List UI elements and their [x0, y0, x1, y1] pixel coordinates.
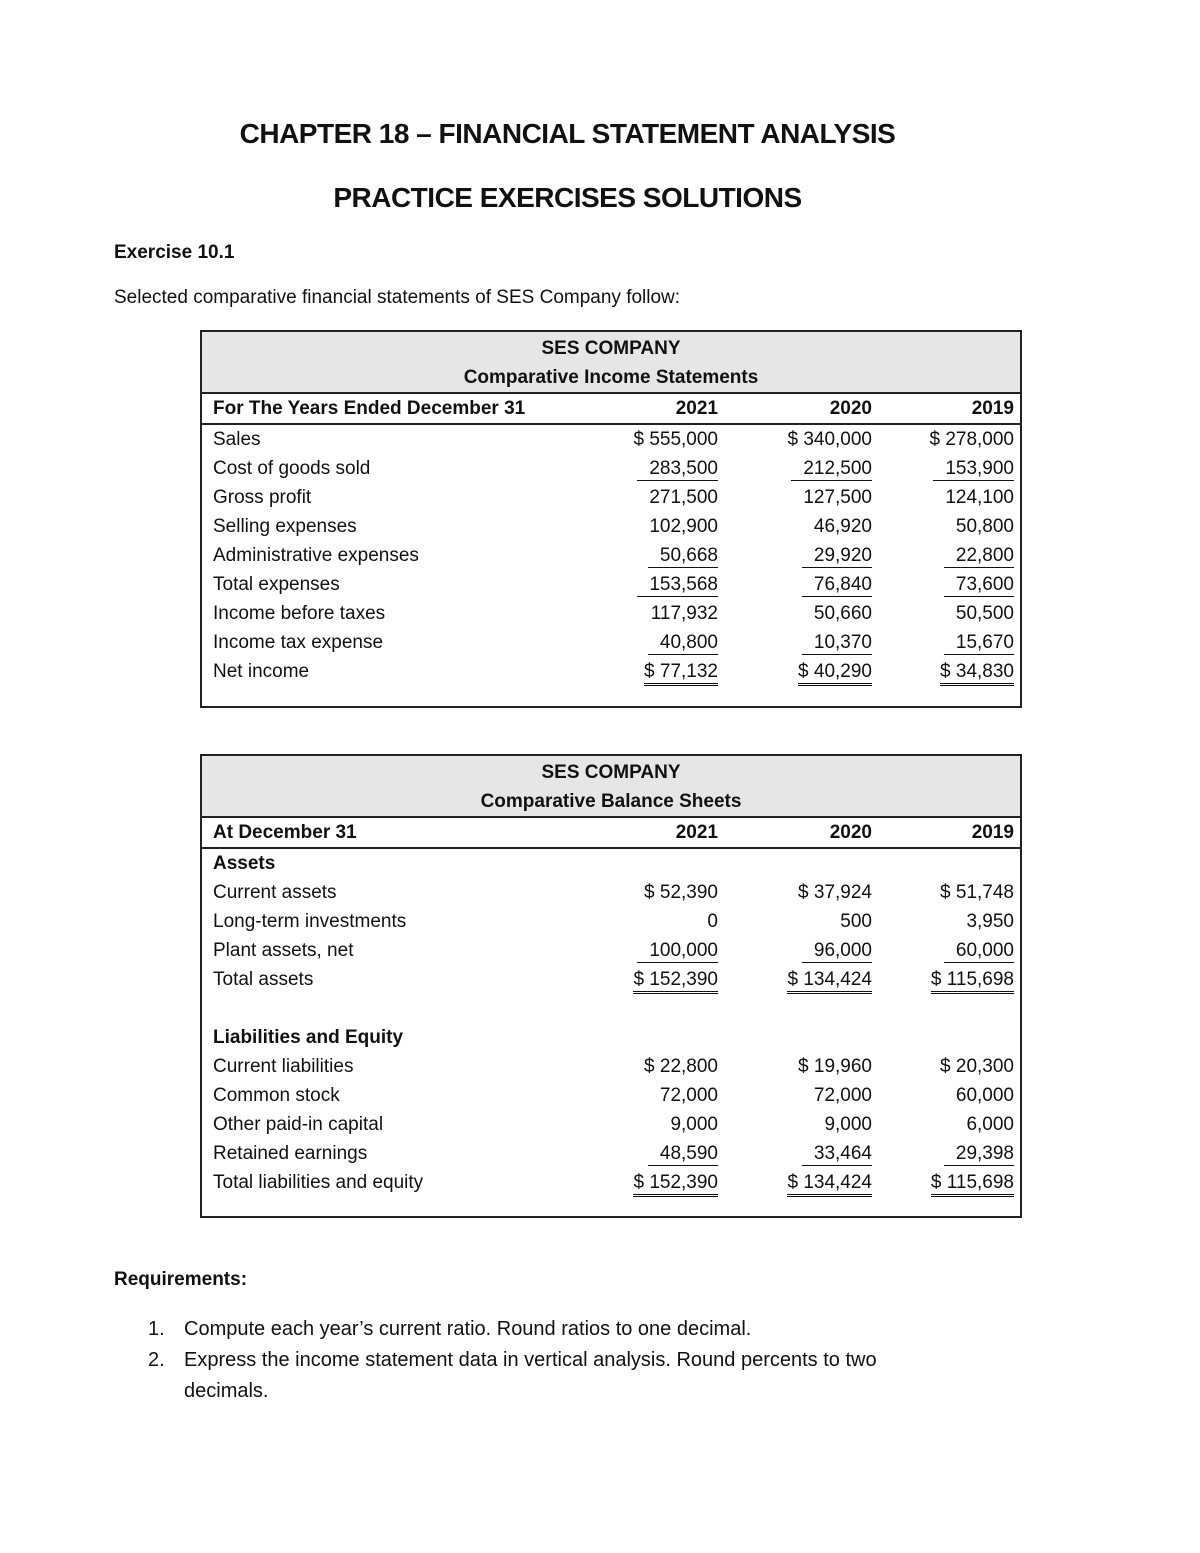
value-cell: [872, 1168, 1014, 1197]
cell-value: 212,500: [791, 458, 872, 481]
row-label: Selling expenses: [213, 516, 357, 537]
cell-value: $ 40,290: [798, 661, 872, 686]
company-name: SES COMPANY: [541, 338, 681, 359]
cell-value: $ 115,698: [931, 969, 1014, 994]
value-cell: [562, 907, 718, 936]
cell-value: 10,370: [802, 632, 872, 655]
table-row: [202, 541, 1020, 570]
value-cell: [872, 454, 1014, 483]
requirement-item: [148, 1345, 948, 1407]
table-row: [202, 1023, 1020, 1052]
requirement-number: 2.: [148, 1349, 165, 1371]
year-header: 2021: [675, 822, 718, 843]
value-cell: [872, 1081, 1014, 1110]
value-cell: [718, 512, 872, 541]
cell-value: $ 115,698: [931, 1172, 1014, 1197]
year-header: 2020: [829, 822, 872, 843]
cell-value: 102,900: [649, 516, 718, 537]
value-cell: [718, 907, 872, 936]
cell-value: 3,950: [966, 911, 1014, 932]
cell-value: 72,000: [659, 1085, 718, 1106]
value-cell: [718, 657, 872, 686]
value-cell: [562, 1139, 718, 1168]
table-row: [202, 570, 1020, 599]
value-cell: [872, 878, 1014, 907]
row-label: Income before taxes: [213, 603, 386, 624]
income-statement-header: [202, 332, 1020, 394]
cell-value: $ 555,000: [633, 429, 718, 450]
row-label: Total liabilities and equity: [213, 1172, 424, 1193]
table-row: [202, 1168, 1020, 1197]
requirements-heading: Requirements:: [114, 1269, 248, 1290]
table-row: [202, 936, 1020, 965]
value-cell: [562, 570, 718, 599]
cell-value: 46,920: [813, 516, 872, 537]
cell-value: 50,660: [813, 603, 872, 624]
value-cell: [718, 1110, 872, 1139]
row-label: Long-term investments: [213, 911, 407, 932]
cell-value: $ 278,000: [929, 429, 1014, 450]
value-cell: [562, 1052, 718, 1081]
column-header-row: [202, 394, 1020, 425]
requirement-text: Express the income statement data in vertical analysis. Round percents to two decimals.: [184, 1349, 877, 1402]
cell-value: 50,668: [648, 545, 718, 568]
requirement-item: [148, 1314, 948, 1345]
value-cell: [872, 1110, 1014, 1139]
value-cell: [872, 657, 1014, 686]
row-label: Common stock: [213, 1085, 340, 1106]
value-cell: [872, 849, 1014, 878]
value-cell: [718, 628, 872, 657]
table-row: [202, 425, 1020, 454]
table-row: [202, 1081, 1020, 1110]
value-cell: [562, 454, 718, 483]
row-label: Total expenses: [213, 574, 340, 595]
cell-value: $ 152,390: [633, 969, 718, 994]
cell-value: 100,000: [637, 940, 718, 963]
value-cell: [872, 425, 1014, 454]
value-cell: [718, 1139, 872, 1168]
value-cell: [562, 878, 718, 907]
cell-value: 22,800: [944, 545, 1014, 568]
requirements-list: [148, 1314, 948, 1407]
cell-value: $ 34,830: [940, 661, 1014, 686]
value-cell: [562, 512, 718, 541]
cell-value: 50,800: [955, 516, 1014, 537]
row-label: Current liabilities: [213, 1056, 354, 1077]
table-row: [202, 454, 1020, 483]
balance-sheet-table: [200, 754, 1022, 1218]
cell-value: 96,000: [802, 940, 872, 963]
statement-title: Comparative Balance Sheets: [480, 791, 742, 812]
cell-value: $ 19,960: [798, 1056, 872, 1077]
table-row: [202, 657, 1020, 686]
value-cell: [562, 965, 718, 994]
value-cell: [562, 1081, 718, 1110]
table-row: [202, 599, 1020, 628]
table-row: [202, 628, 1020, 657]
cell-value: $ 22,800: [644, 1056, 718, 1077]
company-name: SES COMPANY: [541, 762, 681, 783]
cell-value: $ 37,924: [798, 882, 872, 903]
value-cell: [718, 1168, 872, 1197]
cell-value: 9,000: [670, 1114, 718, 1135]
cell-value: $ 134,424: [787, 969, 872, 994]
exercise-label: Exercise 10.1: [114, 242, 235, 263]
cell-value: $ 152,390: [633, 1172, 718, 1197]
row-label: Sales: [213, 429, 261, 450]
value-cell: [718, 878, 872, 907]
balance-sheet-rows: [202, 849, 1020, 1197]
row-label: Gross profit: [213, 487, 312, 508]
value-cell: [872, 599, 1014, 628]
cell-value: 60,000: [944, 940, 1014, 963]
value-cell: [872, 1139, 1014, 1168]
value-cell: [718, 425, 872, 454]
cell-value: 60,000: [955, 1085, 1014, 1106]
value-cell: [872, 994, 1014, 1023]
value-cell: [562, 599, 718, 628]
row-label: [202, 994, 562, 1023]
value-cell: [718, 1052, 872, 1081]
balance-sheet-header: [202, 756, 1020, 818]
row-label: Administrative expenses: [213, 545, 419, 566]
cell-value: 283,500: [637, 458, 718, 481]
cell-value: 127,500: [803, 487, 872, 508]
statement-title: Comparative Income Statements: [463, 367, 759, 388]
cell-value: 50,500: [955, 603, 1014, 624]
value-cell: [562, 1168, 718, 1197]
value-cell: [718, 483, 872, 512]
row-label: Total assets: [213, 969, 314, 990]
value-cell: [872, 1052, 1014, 1081]
cell-value: $ 52,390: [644, 882, 718, 903]
cell-value: 6,000: [966, 1114, 1014, 1135]
table-row: [202, 878, 1020, 907]
table-row: [202, 1110, 1020, 1139]
value-cell: [562, 657, 718, 686]
value-cell: [718, 541, 872, 570]
value-cell: [562, 936, 718, 965]
row-label: Cost of goods sold: [213, 458, 371, 479]
income-statement-rows: [202, 425, 1020, 686]
value-cell: [872, 1023, 1014, 1052]
cell-value: 73,600: [944, 574, 1014, 597]
value-cell: [718, 1023, 872, 1052]
table-row: [202, 1052, 1020, 1081]
income-statement-table: [200, 330, 1022, 708]
table-row: [202, 849, 1020, 878]
value-cell: [562, 483, 718, 512]
value-cell: [872, 570, 1014, 599]
year-header: 2020: [829, 398, 872, 419]
page-subtitle: PRACTICE EXERCISES SOLUTIONS: [333, 182, 802, 213]
row-label: Other paid-in capital: [213, 1114, 384, 1135]
cell-value: 72,000: [813, 1085, 872, 1106]
value-cell: [872, 907, 1014, 936]
cell-value: $ 134,424: [787, 1172, 872, 1197]
intro-text: Selected comparative financial statements of SES Company follow:: [114, 287, 681, 308]
cell-value: $ 77,132: [644, 661, 718, 686]
value-cell: [718, 454, 872, 483]
value-cell: [718, 1081, 872, 1110]
year-header: 2019: [971, 822, 1014, 843]
value-cell: [718, 994, 872, 1023]
cell-value: 29,398: [944, 1143, 1014, 1166]
value-cell: [872, 965, 1014, 994]
value-cell: [718, 965, 872, 994]
table-row: [202, 483, 1020, 512]
cell-value: 500: [840, 911, 872, 932]
row-label: Income tax expense: [213, 632, 384, 653]
cell-value: $ 20,300: [940, 1056, 1014, 1077]
cell-value: 15,670: [944, 632, 1014, 655]
table-row: [202, 1139, 1020, 1168]
period-label: For The Years Ended December 31: [213, 398, 526, 419]
value-cell: [872, 483, 1014, 512]
cell-value: 117,932: [650, 603, 718, 624]
value-cell: [562, 628, 718, 657]
row-label: Retained earnings: [213, 1143, 368, 1164]
period-label: At December 31: [213, 822, 357, 843]
value-cell: [718, 849, 872, 878]
cell-value: 29,920: [802, 545, 872, 568]
cell-value: $ 51,748: [940, 882, 1014, 903]
cell-value: 9,000: [824, 1114, 872, 1135]
value-cell: [562, 849, 718, 878]
value-cell: [562, 541, 718, 570]
row-label: Plant assets, net: [213, 940, 354, 961]
table-row: [202, 994, 1020, 1023]
requirement-text: Compute each year’s current ratio. Round ratios to one decimal.: [184, 1318, 752, 1340]
row-label: Assets: [213, 853, 276, 874]
value-cell: [872, 512, 1014, 541]
cell-value: $ 340,000: [787, 429, 872, 450]
value-cell: [562, 425, 718, 454]
cell-value: 124,100: [945, 487, 1014, 508]
cell-value: 33,464: [802, 1143, 872, 1166]
value-cell: [872, 628, 1014, 657]
cell-value: 153,900: [933, 458, 1014, 481]
table-row: [202, 965, 1020, 994]
cell-value: 0: [707, 911, 718, 932]
year-header: 2019: [971, 398, 1014, 419]
chapter-title: CHAPTER 18 – FINANCIAL STATEMENT ANALYSIS: [239, 118, 896, 149]
value-cell: [872, 541, 1014, 570]
value-cell: [718, 570, 872, 599]
value-cell: [562, 994, 718, 1023]
value-cell: [718, 599, 872, 628]
requirement-number: 1.: [148, 1318, 165, 1340]
cell-value: 40,800: [648, 632, 718, 655]
cell-value: 271,500: [649, 487, 718, 508]
cell-value: 153,568: [637, 574, 718, 597]
year-header: 2021: [675, 398, 718, 419]
row-label: Net income: [213, 661, 310, 682]
table-row: [202, 512, 1020, 541]
row-label: Liabilities and Equity: [213, 1027, 404, 1048]
cell-value: 48,590: [648, 1143, 718, 1166]
value-cell: [872, 936, 1014, 965]
value-cell: [562, 1110, 718, 1139]
cell-value: 76,840: [802, 574, 872, 597]
table-row: [202, 907, 1020, 936]
value-cell: [718, 936, 872, 965]
row-label: Current assets: [213, 882, 337, 903]
value-cell: [562, 1023, 718, 1052]
column-header-row: [202, 818, 1020, 849]
